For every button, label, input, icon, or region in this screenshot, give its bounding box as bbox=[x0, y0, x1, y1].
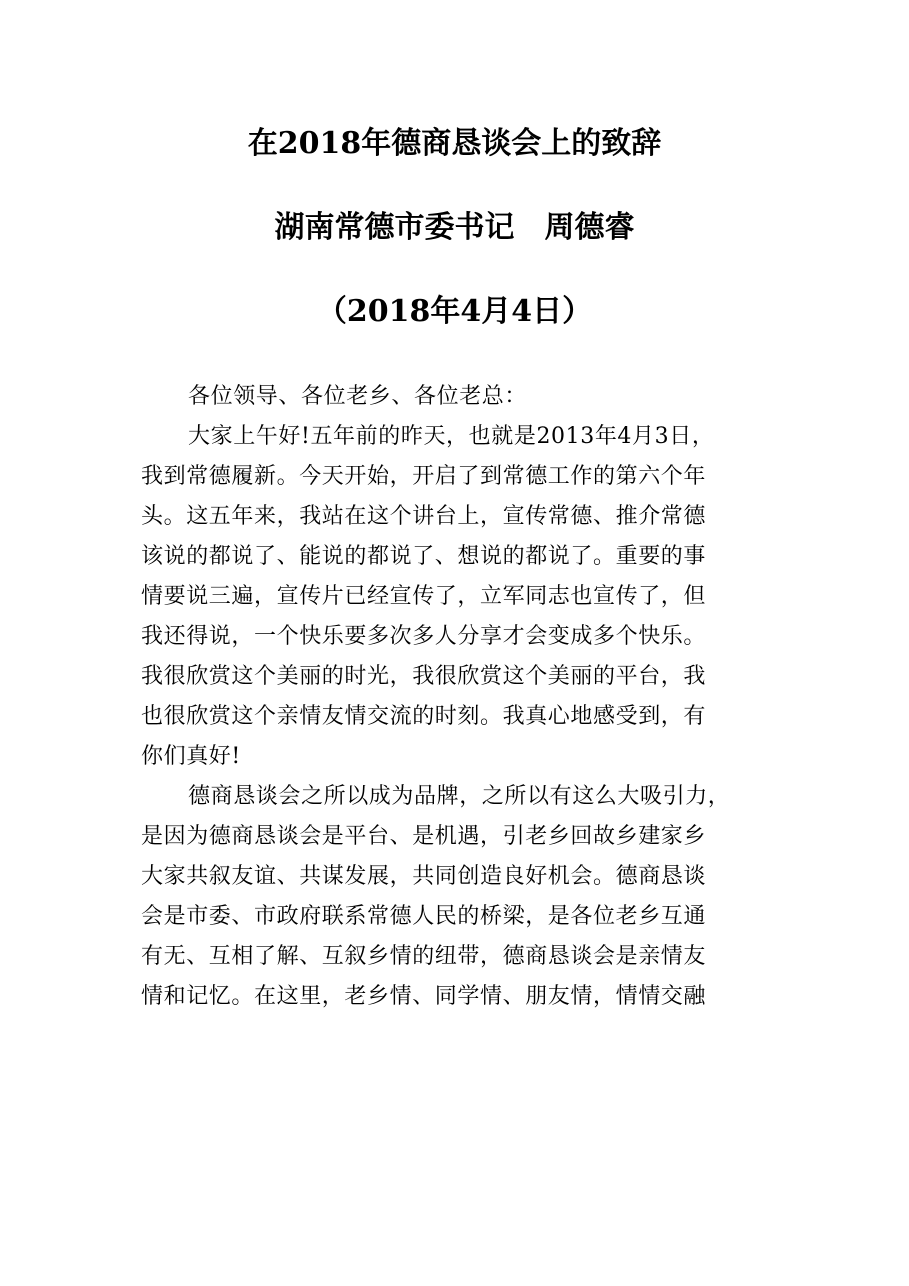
speech-body bbox=[141, 377, 791, 1017]
paragraph-line: 情要说三遍，宣传片已经宣传了，立军同志也宣传了，但 bbox=[141, 584, 707, 609]
date-line: （2018年4月4日） bbox=[316, 294, 593, 329]
paragraph-line: 是因为德商恳谈会是平台、是机遇，引老乡回故乡建家乡 bbox=[141, 824, 707, 849]
paragraph-line: 德商恳谈会之所以成为品牌，之所以有这么大吸引力， bbox=[188, 784, 731, 809]
paragraph-line: 有无、互相了解、互叙乡情的纽带，德商恳谈会是亲情友 bbox=[141, 944, 707, 969]
paragraph-line: 该说的都说了、能说的都说了、想说的都说了。重要的事 bbox=[141, 544, 707, 569]
paragraph-line: 我到常德履新。今天开始，开启了到常德工作的第六个年 bbox=[141, 464, 707, 489]
paragraph-line: 我很欣赏这个美丽的时光，我很欣赏这个美丽的平台，我 bbox=[141, 664, 707, 689]
paragraph-line: 情和记忆。在这里，老乡情、同学情、朋友情，情情交融 bbox=[141, 984, 707, 1009]
paragraph-line: 会是市委、市政府联系常德人民的桥梁，是各位老乡互通 bbox=[141, 904, 707, 929]
document-title: 在2018年德商恳谈会上的致辞 bbox=[247, 126, 662, 161]
paragraph-line: 大家上午好!五年前的昨天，也就是2013年4月3日， bbox=[188, 424, 715, 449]
salutation-line: 各位领导、各位老乡、各位老总： bbox=[188, 384, 528, 409]
paragraph-line: 大家共叙友谊、共谋发展，共同创造良好机会。德商恳谈 bbox=[141, 864, 707, 889]
paragraph-line: 也很欣赏这个亲情友情交流的时刻。我真心地感受到，有 bbox=[141, 704, 707, 729]
paragraph-line: 我还得说，一个快乐要多次多人分享才会变成多个快乐。 bbox=[141, 624, 707, 649]
paragraph-line: 头。这五年来，我站在这个讲台上，宣传常德、推介常德 bbox=[141, 504, 707, 529]
speaker-line: 湖南常德市委书记 周德睿 bbox=[274, 210, 635, 245]
paragraph-line: 你们真好! bbox=[141, 744, 241, 769]
